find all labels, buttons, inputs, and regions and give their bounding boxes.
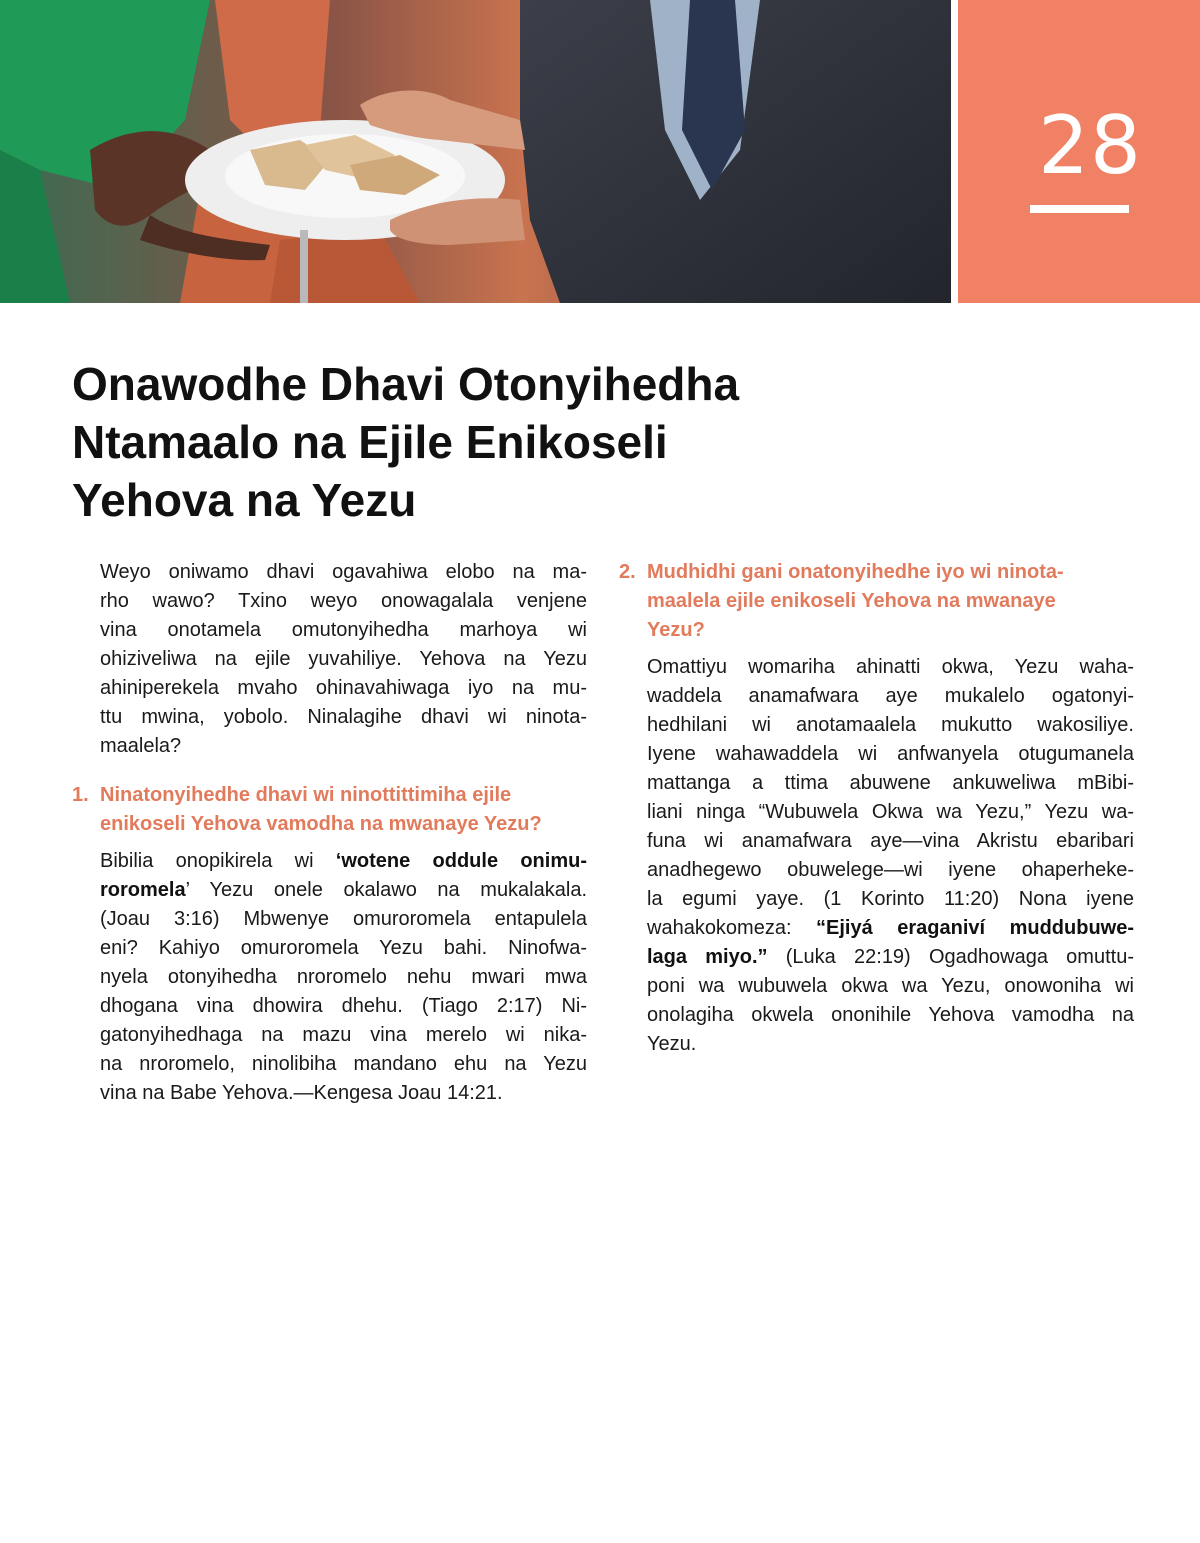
text-line [647, 943, 1134, 972]
text-line: gatonyihedhaga na mazu vina merelo wi nika- [100, 1024, 587, 1046]
right-column [619, 558, 1134, 1059]
text-line: anadhegewo obuwelege—wi iyene ohaperheke- [647, 859, 1134, 881]
text-line: rho wawo? Txino weyo onowagalala venjene [100, 590, 587, 612]
text-line: Yezu. [647, 1033, 697, 1055]
question-line: Ninatonyihedhe dhavi wi ninottittimiha ejile [100, 784, 512, 806]
lesson-number-underline [1030, 205, 1129, 213]
text-run: Bibilia onopikirela wi [100, 850, 336, 872]
text-line [100, 876, 587, 905]
text-run: wahakokomeza: [647, 917, 817, 939]
question-line: enikoseli Yehova vamodha na mwanaye Yezu? [100, 813, 542, 835]
text-line: waddela anamafwara aye mukalelo ogatonyi- [647, 685, 1134, 707]
question-line: Yezu? [647, 619, 705, 641]
text-line: onolagiha okwela ononihile Yehova vamodha na [647, 1004, 1134, 1026]
question-number: 2. [619, 561, 636, 583]
question-2 [619, 558, 1134, 645]
bold-scripture-quote: “Ejiyá eraganiví muddubuwe- [816, 917, 1134, 939]
text-line: poni wa wubuwela okwa wa Yezu, onowoniha wi [647, 975, 1134, 997]
section-1-paragraph [100, 847, 587, 1108]
bold-scripture-quote: roromela [100, 879, 186, 901]
bold-scripture-quote: ‘wotene oddule onimu- [335, 850, 587, 872]
text-line: liani ninga “Wubuwela Okwa wa Yezu,” Yezu wa- [647, 801, 1134, 823]
title-line: Ntamaalo na Ejile Enikoseli [72, 416, 668, 468]
page-title [72, 355, 892, 529]
text-line: Omattiyu womariha ahinatti okwa, Yezu waha- [647, 656, 1134, 678]
lesson-number-box [958, 0, 1200, 303]
text-line [100, 847, 587, 876]
header-photo [0, 0, 951, 303]
question-line: maalela ejile enikoseli Yehova na mwanaye [647, 590, 1056, 612]
text-line: vina na Babe Yehova.—Kengesa Joau 14:21. [100, 1082, 503, 1104]
text-line: hedhilani wi anotamaalela mukutto wakosiliye. [647, 714, 1134, 736]
text-line: (Joau 3:16) Mbwenye omuroromela entapulela [100, 908, 587, 930]
text-line: funa wi anamafwara aye—vina Akristu ebaribari [647, 830, 1134, 852]
question-number: 1. [72, 784, 89, 806]
text-line: maalela? [100, 735, 182, 757]
left-column [72, 558, 587, 1108]
text-line: vina onotamela omutonyihedha marhoya wi [100, 619, 587, 641]
question-line: Mudhidhi gani onatonyihedhe iyo wi ninota- [647, 561, 1064, 583]
text-line: nyela otonyihedha nroromelo nehu mwari mwa [100, 966, 587, 988]
header-photo-illustration [0, 0, 951, 303]
title-line: Yehova na Yezu [72, 474, 417, 526]
text-run: (Luka 22:19) Ogadhowaga omuttu- [767, 946, 1134, 968]
text-line: la egumi yaye. (1 Korinto 11:20) Nona iyene [647, 888, 1134, 910]
text-line: eni? Kahiyo omuroromela Yezu bahi. Ninofwa- [100, 937, 587, 959]
section-2-paragraph [647, 653, 1134, 1059]
bold-scripture-quote: laga miyo.” [647, 946, 768, 968]
text-run: ’ Yezu onele okalawo na mukalakala. [185, 879, 587, 901]
text-line [647, 914, 1134, 943]
question-1 [72, 781, 587, 839]
text-line: dhogana vina dhowira dhehu. (Tiago 2:17) Ni- [100, 995, 587, 1017]
text-line: na nroromelo, ninolibiha mandano ehu na Yezu [100, 1053, 587, 1075]
text-line: ahiniperekela mvaho ohinavahiwaga iyo na mu- [100, 677, 587, 699]
text-line: Weyo oniwamo dhavi ogavahiwa elobo na ma- [100, 561, 587, 583]
lesson-number: 28 [1038, 99, 1142, 192]
title-line: Onawodhe Dhavi Otonyihedha [72, 358, 740, 410]
intro-paragraph [100, 558, 587, 761]
text-line: ohiziveliwa na ejile yuvahiliye. Yehova na Yezu [100, 648, 587, 670]
text-line: ttu mwina, yobolo. Ninalagihe dhavi wi ninota- [100, 706, 587, 728]
text-line: mattanga a ttima abuwene ankuweliwa mBibi- [647, 772, 1134, 794]
text-line: Iyene wahawaddela wi anfwanyela otugumanela [647, 743, 1134, 765]
